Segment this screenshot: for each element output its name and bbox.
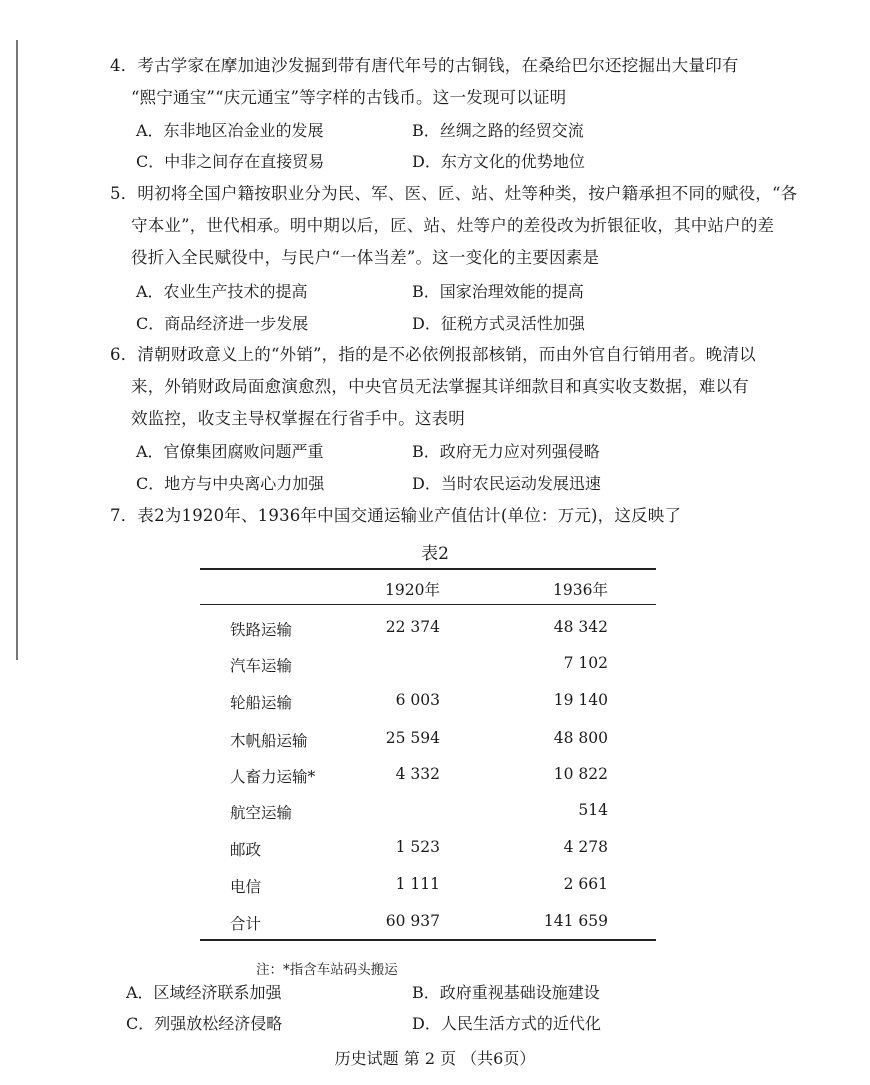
option-c: C．商品经济进一步发展 xyxy=(136,314,309,333)
table-cell: 10 822 xyxy=(553,765,608,783)
table-row xyxy=(0,875,870,897)
option-a: A．东非地区冶金业的发展 xyxy=(136,121,324,140)
table-cell: 邮政 xyxy=(230,841,262,859)
table-cell: 141 659 xyxy=(543,912,608,930)
table-cell: 19 140 xyxy=(553,691,608,709)
option-a: A．农业生产技术的提高 xyxy=(136,282,308,301)
option-b: B．丝绸之路的经贸交流 xyxy=(412,121,584,140)
question-text-line: 役折入全民赋役中，与民户“一体当差”。这一变化的主要因素是 xyxy=(131,248,600,267)
table-cell: 60 937 xyxy=(385,912,440,930)
table-header-cell: 1920年 xyxy=(385,581,440,599)
table-cell: 4 332 xyxy=(395,765,440,783)
table-cell: 轮船运输 xyxy=(230,694,293,712)
option-d: D．征税方式灵活性加强 xyxy=(412,314,585,333)
table-cell: 航空运输 xyxy=(230,804,293,822)
option-d: D．东方文化的优势地位 xyxy=(412,152,585,171)
question-text-line: 4．考古学家在摩加迪沙发掘到带有唐代年号的古铜钱，在桑给巴尔还挖掘出大量印有 xyxy=(110,56,739,75)
table-header-rule xyxy=(200,604,656,605)
table-cell: 汽车运输 xyxy=(230,657,293,675)
option-d: D．人民生活方式的近代化 xyxy=(412,1014,601,1033)
table-cell: 铁路运输 xyxy=(230,621,293,639)
option-b: B．国家治理效能的提高 xyxy=(412,282,584,301)
option-d: D．当时农民运动发展迅速 xyxy=(412,474,601,493)
question-text-line: 5．明初将全国户籍按职业分为民、军、医、匠、站、灶等种类，按户籍承担不同的赋役，“各 xyxy=(110,184,798,203)
table-note: 注：*指含车站码头搬运 xyxy=(256,962,398,978)
option-c: C．中非之间存在直接贸易 xyxy=(136,152,325,171)
table-caption: 表2 xyxy=(421,544,449,564)
table-row xyxy=(0,691,870,713)
option-a: A．官僚集团腐败问题严重 xyxy=(136,442,324,461)
table-cell: 48 342 xyxy=(553,618,608,636)
question-text-line: 7．表2为1920年、1936年中国交通运输业产值估计(单位：万元)，这反映了 xyxy=(110,506,682,525)
table-row xyxy=(0,912,870,934)
table-cell: 4 278 xyxy=(563,838,608,856)
table-cell: 25 594 xyxy=(385,729,440,747)
table-row xyxy=(0,729,870,751)
binding-margin-line xyxy=(16,40,18,660)
question-text-line: 6．清朝财政意义上的“外销”，指的是不必依例报部核销，而由外官自行销用者。晚清以 xyxy=(110,345,756,364)
table-cell: 电信 xyxy=(230,878,262,896)
question-text-line: 守本业”，世代相承。明中期以后，匠、站、灶等户的差役改为折银征收，其中站户的差 xyxy=(131,216,775,235)
question-text-line: “熙宁通宝”“庆元通宝”等字样的古钱币。这一发现可以证明 xyxy=(131,88,567,107)
table-cell: 22 374 xyxy=(385,618,440,636)
option-a: A．区域经济联系加强 xyxy=(126,983,282,1002)
table-row xyxy=(0,618,870,640)
table-row xyxy=(0,654,870,676)
question-text-line: 效监控，收支主导权掌握在行省手中。这表明 xyxy=(131,409,465,428)
table-cell: 1 111 xyxy=(395,875,440,893)
table-cell: 514 xyxy=(578,801,608,819)
table-cell: 48 800 xyxy=(553,729,608,747)
option-b: B．政府重视基础设施建设 xyxy=(412,983,600,1002)
table-cell: 2 661 xyxy=(563,875,608,893)
question-text-line: 来，外销财政局面愈演愈烈，中央官员无法掌握其详细款目和真实收支数据，难以有 xyxy=(131,377,749,396)
option-c: C．地方与中央离心力加强 xyxy=(136,474,325,493)
table-row xyxy=(0,765,870,787)
page-footer: 历史试题 第 2 页 （共6页） xyxy=(334,1049,536,1068)
option-b: B．政府无力应对列强侵略 xyxy=(412,442,600,461)
table-header-row xyxy=(0,578,870,600)
table-cell: 6 003 xyxy=(395,691,440,709)
table-cell: 1 523 xyxy=(395,838,440,856)
table-cell: 7 102 xyxy=(563,654,608,672)
table-top-rule xyxy=(200,568,656,570)
table-cell: 木帆船运输 xyxy=(230,732,308,750)
table-row xyxy=(0,801,870,823)
table-bottom-rule xyxy=(200,939,656,941)
option-c: C．列强放松经济侵略 xyxy=(126,1014,283,1033)
table-cell: 人畜力运输* xyxy=(230,768,316,786)
table-row xyxy=(0,838,870,860)
table-header-cell: 1936年 xyxy=(553,581,608,599)
table-cell: 合计 xyxy=(230,915,262,933)
